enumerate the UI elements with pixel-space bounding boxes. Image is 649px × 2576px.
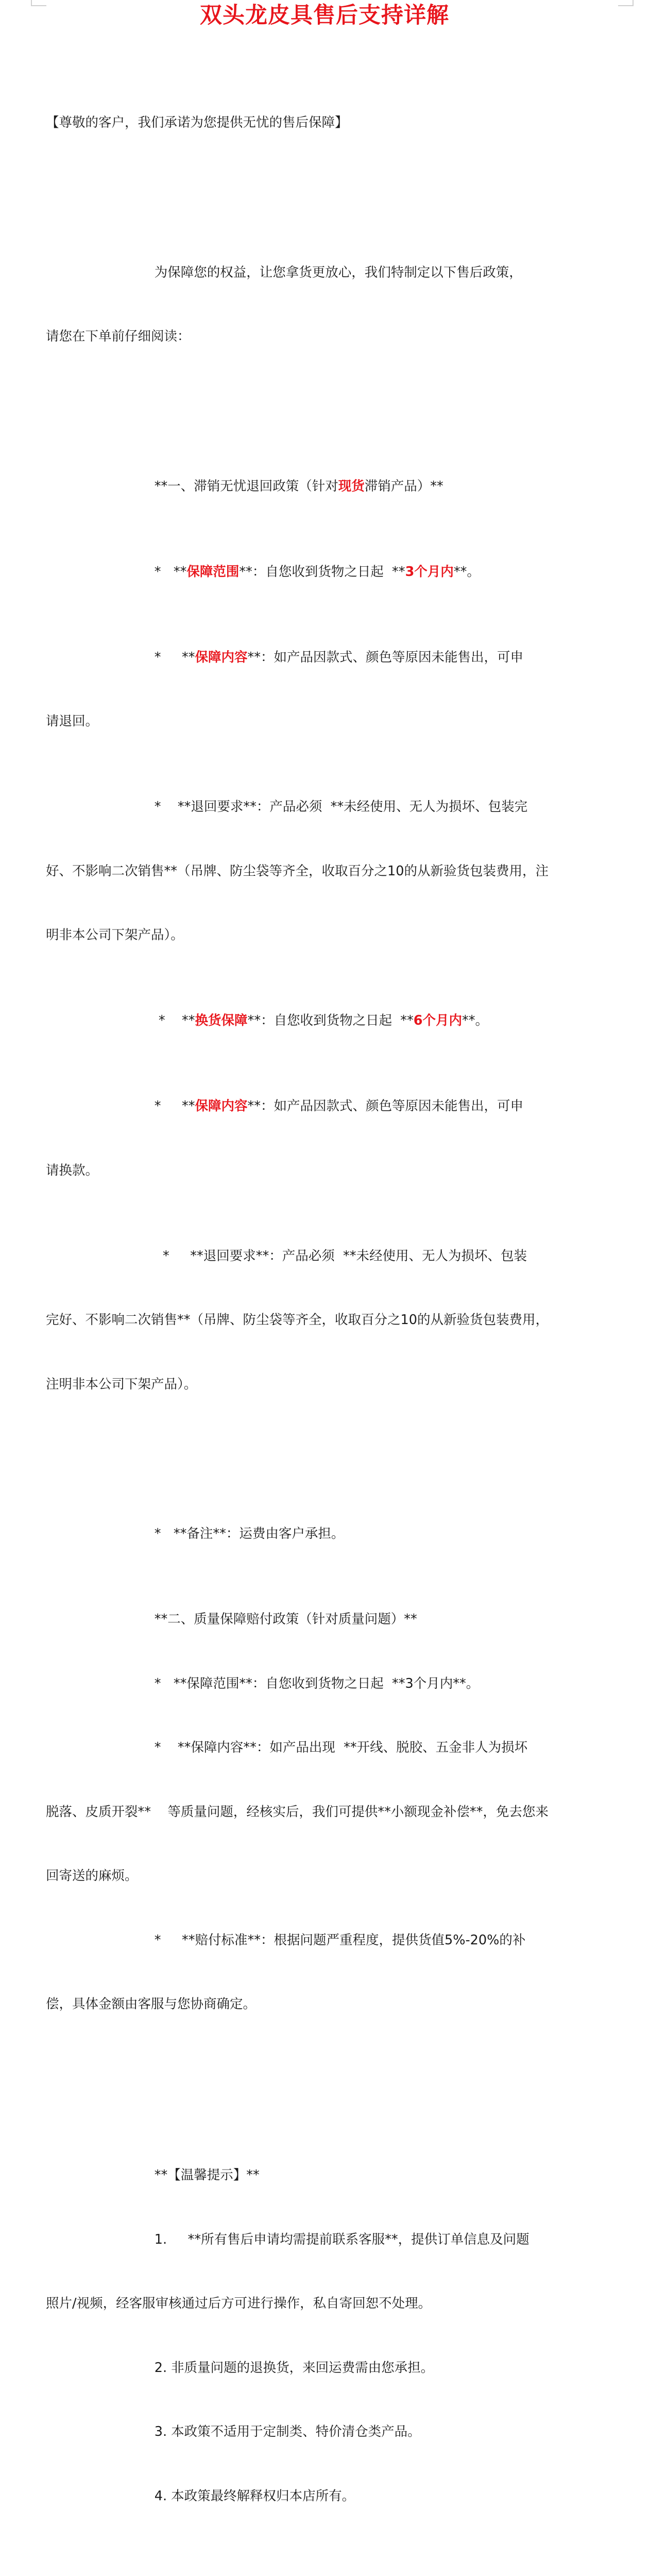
- section1-requirement-line-1: * **退回要求**：产品必须 **未经使用、无人为损坏、包装完: [46, 799, 528, 815]
- section1-requirement-line-3: 明非本公司下架产品）。: [46, 927, 184, 943]
- preface-line-2: 请您在下单前仔细阅读：: [46, 329, 191, 344]
- section1-scope-post: **。: [453, 564, 480, 580]
- section1-scope-pre: * **: [46, 564, 187, 580]
- section2-scope: * **保障范围**：自您收到货物之日起 **3个月内**。: [46, 1675, 480, 1691]
- section2-heading: **二、质量保障赔付政策（针对质量问题）**: [46, 1612, 417, 1627]
- section1-heading-pre: **一、滞销无忧退回政策（针对: [46, 478, 338, 494]
- section1-content2-pre: * **: [46, 1098, 195, 1114]
- section2-standard-line-1: * **赔付标准**：根据问题严重程度，提供货值5%-20%的补: [46, 1932, 526, 1948]
- document-title: 双头龙皮具售后支持详解: [200, 3, 449, 28]
- section1-content2-label: 保障内容: [195, 1098, 248, 1114]
- section1-content-label: 保障内容: [195, 649, 248, 665]
- section1-scope-label: 保障范围: [186, 564, 240, 580]
- tips-item-4: 4. 本政策最终解释权归本店所有。: [46, 2488, 355, 2504]
- section1-exchange: [46, 1010, 612, 1032]
- section1-content: [46, 647, 612, 669]
- section1-requirement2-line-2: 完好、不影响二次销售**（吊牌、防尘袋等齐全，收取百分之10的从新验货包装费用，: [46, 1312, 549, 1328]
- section1-exchange-value: 6个月内: [413, 1013, 463, 1028]
- section1-scope-value: 3个月内: [405, 564, 454, 580]
- section1-content-line-2: 请退回。: [46, 714, 99, 729]
- section1-scope-mid: **：自您收到货物之日起 **: [239, 564, 405, 580]
- section1-requirement2-line-3: 注明非本公司下架产品）。: [46, 1376, 197, 1392]
- section1-scope: [46, 562, 612, 583]
- section1-exchange-pre: * **: [46, 1013, 195, 1028]
- section1-note: * **备注**：运费由客户承担。: [46, 1526, 345, 1541]
- section2-content-line-1: * **保障内容**：如产品出现 **开线、脱胶、五金非人为损坏: [46, 1740, 528, 1755]
- section2-content-line-3: 回寄送的麻烦。: [46, 1868, 138, 1884]
- section1-content-pre: * **: [46, 649, 195, 665]
- section1-heading-post: 滞销产品）**: [364, 478, 443, 494]
- section1-content-2: [46, 1096, 612, 1117]
- document-body: [46, 70, 612, 2576]
- tips-item-1-line-1: 1. **所有售后申请均需提前联系客服**，提供订单信息及问题: [46, 2231, 530, 2247]
- section1-requirement2-line-1: * **退回要求**：产品必须 **未经使用、无人为损坏、包装: [46, 1248, 527, 1264]
- tips-item-3: 3. 本政策不适用于定制类、特价清仓类产品。: [46, 2424, 421, 2439]
- section1-content-post: **：如产品因款式、颜色等原因未能售出，可申: [247, 649, 524, 665]
- section1-exchange-post: **。: [462, 1013, 489, 1028]
- section1-requirement-line-2: 好、不影响二次销售**（吊牌、防尘袋等齐全，收取百分之10的从新验货包装费用，注: [46, 863, 549, 879]
- tips-heading: **【温馨提示】**: [46, 2167, 260, 2183]
- section1-exchange-label: 换货保障: [195, 1013, 248, 1028]
- section1-heading-highlight: 现货: [338, 478, 365, 494]
- section1-heading: [46, 476, 612, 498]
- preface-line-1: 为保障您的权益，让您拿货更放心，我们特制定以下售后政策，: [46, 264, 522, 280]
- section2-standard-line-2: 偿，具体金额由客服与您协商确定。: [46, 1996, 257, 2012]
- section1-exchange-mid: **：自您收到货物之日起 **: [247, 1013, 414, 1028]
- intro-line: 【尊敬的客户，我们承诺为您提供无忧的售后保障】: [46, 115, 348, 130]
- tips-item-1-line-2: 照片/视频，经客服审核通过后方可进行操作，私自寄回恕不处理。: [46, 2296, 432, 2311]
- tips-item-2: 2. 非质量问题的退换货，来回运费需由您承担。: [46, 2360, 434, 2376]
- section1-content2-post: **：如产品因款式、颜色等原因未能售出，可申: [247, 1098, 524, 1114]
- section1-content-2-line-2: 请换款。: [46, 1162, 99, 1178]
- section2-content-line-2: 脱落、皮质开裂** 等质量问题，经核实后，我们可提供**小额现金补偿**，免去您来: [46, 1804, 549, 1820]
